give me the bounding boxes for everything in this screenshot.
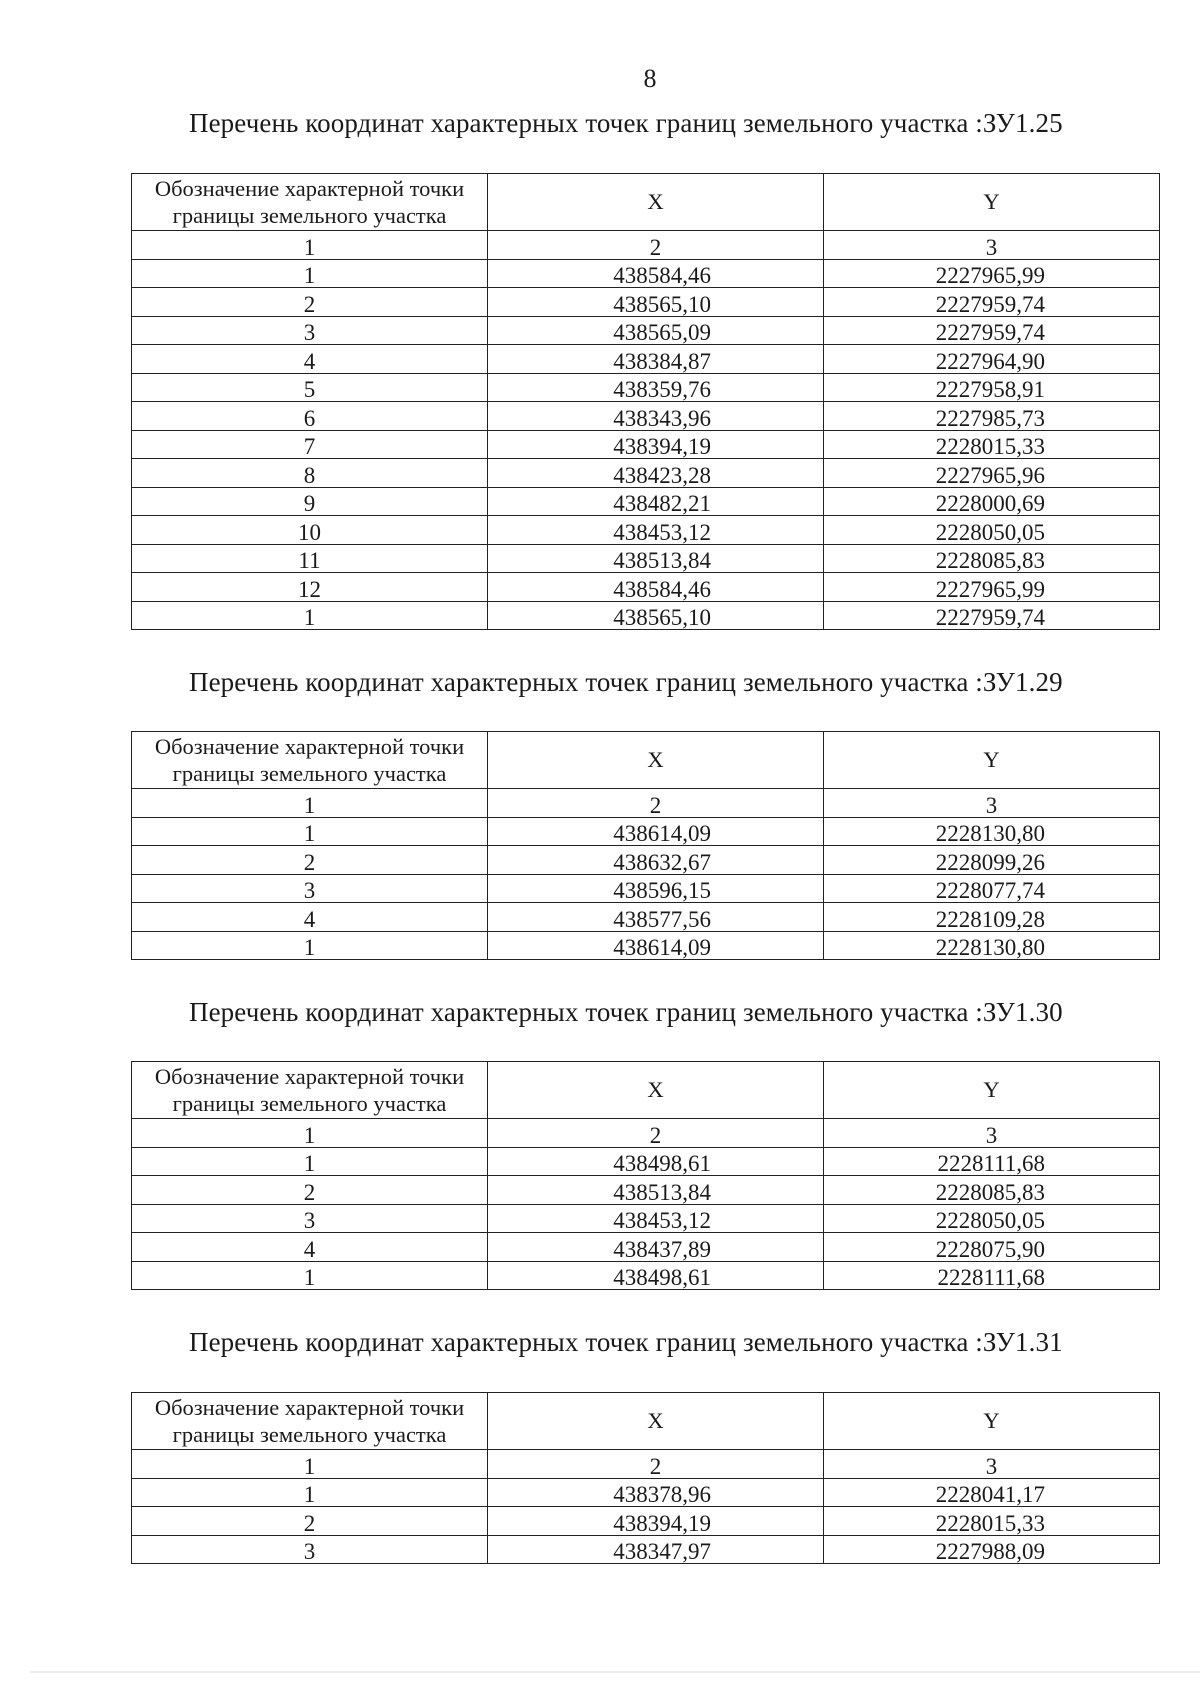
x-cell: 438343,96 [488, 402, 824, 431]
table-row [132, 487, 1160, 516]
table-row [132, 459, 1160, 488]
point-cell: 2 [132, 1176, 488, 1205]
column-number-row [132, 231, 1160, 260]
point-cell: 8 [132, 459, 488, 488]
y-cell: 2228085,83 [824, 1176, 1160, 1205]
x-cell: 438394,19 [488, 1507, 824, 1536]
table-row [132, 1535, 1160, 1564]
column-number-3: 3 [824, 1119, 1160, 1148]
column-number-1: 1 [132, 1119, 488, 1148]
y-cell: 2228075,90 [824, 1233, 1160, 1262]
x-cell: 438565,10 [488, 601, 824, 630]
header-y-label: Y [824, 1393, 1160, 1450]
coords-table-zu1-30 [131, 1061, 1159, 1290]
x-cell: 438513,84 [488, 544, 824, 573]
y-cell: 2228015,33 [824, 1507, 1160, 1536]
header-x-label: X [488, 732, 824, 789]
column-number-2: 2 [488, 1119, 824, 1148]
point-cell: 1 [132, 259, 488, 288]
column-number-2: 2 [488, 1450, 824, 1479]
coords-table [131, 173, 1160, 630]
point-cell: 5 [132, 373, 488, 402]
x-cell: 438423,28 [488, 459, 824, 488]
point-cell: 2 [132, 1507, 488, 1536]
point-cell: 4 [132, 1233, 488, 1262]
x-cell: 438577,56 [488, 903, 824, 932]
column-number-2: 2 [488, 789, 824, 818]
header-y-label: Y [824, 1062, 1160, 1119]
point-cell: 4 [132, 903, 488, 932]
x-cell: 438584,46 [488, 573, 824, 602]
column-number-1: 1 [132, 231, 488, 260]
scan-edge-line [30, 1671, 1200, 1673]
section-title-zu1-30: Перечень координат характерных точек границ земельного участка :ЗУ1.30 [189, 997, 1063, 1027]
x-cell: 438498,61 [488, 1261, 824, 1290]
table-row [132, 874, 1160, 903]
table-header-row [132, 732, 1160, 789]
y-cell: 2228000,69 [824, 487, 1160, 516]
y-cell: 2227965,99 [824, 259, 1160, 288]
header-point-label: Обозначение характерной точки границы земельного участка [132, 1393, 488, 1450]
x-cell: 438596,15 [488, 874, 824, 903]
y-cell: 2228109,28 [824, 903, 1160, 932]
x-cell: 438584,46 [488, 259, 824, 288]
point-cell: 1 [132, 931, 488, 960]
x-cell: 438498,61 [488, 1147, 824, 1176]
x-cell: 438378,96 [488, 1478, 824, 1507]
x-cell: 438359,76 [488, 373, 824, 402]
y-cell: 2228015,33 [824, 430, 1160, 459]
table-row [132, 1233, 1160, 1262]
y-cell: 2228050,05 [824, 516, 1160, 545]
y-cell: 2228085,83 [824, 544, 1160, 573]
point-cell: 3 [132, 1535, 488, 1564]
x-cell: 438565,09 [488, 316, 824, 345]
point-cell: 3 [132, 874, 488, 903]
point-cell: 2 [132, 846, 488, 875]
point-cell: 12 [132, 573, 488, 602]
header-x-label: X [488, 174, 824, 231]
point-cell: 2 [132, 288, 488, 317]
table-row [132, 259, 1160, 288]
y-cell: 2227964,90 [824, 345, 1160, 374]
section-title-zu1-29: Перечень координат характерных точек границ земельного участка :ЗУ1.29 [189, 667, 1063, 697]
y-cell: 2228077,74 [824, 874, 1160, 903]
y-cell: 2227959,74 [824, 601, 1160, 630]
table-row [132, 1204, 1160, 1233]
coords-table [131, 1061, 1160, 1290]
table-row [132, 345, 1160, 374]
y-cell: 2227959,74 [824, 288, 1160, 317]
y-cell: 2227959,74 [824, 316, 1160, 345]
table-row [132, 544, 1160, 573]
table-row [132, 601, 1160, 630]
table-row [132, 1176, 1160, 1205]
table-row [132, 516, 1160, 545]
y-cell: 2228111,68 [824, 1147, 1160, 1176]
x-cell: 438453,12 [488, 516, 824, 545]
column-number-3: 3 [824, 231, 1160, 260]
x-cell: 438513,84 [488, 1176, 824, 1205]
y-cell: 2228130,80 [824, 817, 1160, 846]
table-row [132, 373, 1160, 402]
section-title-zu1-25: Перечень координат характерных точек границ земельного участка :ЗУ1.25 [189, 108, 1063, 138]
column-number-1: 1 [132, 789, 488, 818]
point-cell: 1 [132, 601, 488, 630]
header-y-label: Y [824, 732, 1160, 789]
point-cell: 3 [132, 1204, 488, 1233]
header-point-label: Обозначение характерной точки границы земельного участка [132, 732, 488, 789]
table-row [132, 402, 1160, 431]
x-cell: 438565,10 [488, 288, 824, 317]
column-number-2: 2 [488, 231, 824, 260]
column-number-1: 1 [132, 1450, 488, 1479]
x-cell: 438384,87 [488, 345, 824, 374]
y-cell: 2227965,96 [824, 459, 1160, 488]
y-cell: 2227965,99 [824, 573, 1160, 602]
point-cell: 10 [132, 516, 488, 545]
y-cell: 2228041,17 [824, 1478, 1160, 1507]
coords-table [131, 731, 1160, 960]
x-cell: 438347,97 [488, 1535, 824, 1564]
point-cell: 4 [132, 345, 488, 374]
point-cell: 7 [132, 430, 488, 459]
header-x-label: X [488, 1062, 824, 1119]
table-row [132, 817, 1160, 846]
point-cell: 1 [132, 1478, 488, 1507]
point-cell: 1 [132, 817, 488, 846]
header-x-label: X [488, 1393, 824, 1450]
point-cell: 11 [132, 544, 488, 573]
x-cell: 438614,09 [488, 817, 824, 846]
table-row [132, 573, 1160, 602]
coords-table [131, 1392, 1160, 1564]
y-cell: 2228099,26 [824, 846, 1160, 875]
table-header-row [132, 1062, 1160, 1119]
y-cell: 2227988,09 [824, 1535, 1160, 1564]
table-header-row [132, 1393, 1160, 1450]
table-row [132, 1478, 1160, 1507]
table-row [132, 931, 1160, 960]
column-number-3: 3 [824, 789, 1160, 818]
y-cell: 2227958,91 [824, 373, 1160, 402]
x-cell: 438453,12 [488, 1204, 824, 1233]
coords-table-zu1-31 [131, 1392, 1159, 1564]
table-row [132, 430, 1160, 459]
x-cell: 438437,89 [488, 1233, 824, 1262]
header-point-label: Обозначение характерной точки границы земельного участка [132, 1062, 488, 1119]
point-cell: 1 [132, 1261, 488, 1290]
header-y-label: Y [824, 174, 1160, 231]
y-cell: 2228130,80 [824, 931, 1160, 960]
point-cell: 6 [132, 402, 488, 431]
coords-table-zu1-25 [131, 173, 1159, 630]
table-row [132, 1147, 1160, 1176]
section-title-zu1-31: Перечень координат характерных точек границ земельного участка :ЗУ1.31 [189, 1327, 1063, 1357]
header-point-label: Обозначение характерной точки границы земельного участка [132, 174, 488, 231]
table-row [132, 846, 1160, 875]
column-number-row [132, 1119, 1160, 1148]
coords-table-zu1-29 [131, 731, 1159, 960]
table-row [132, 316, 1160, 345]
y-cell: 2227985,73 [824, 402, 1160, 431]
point-cell: 3 [132, 316, 488, 345]
x-cell: 438614,09 [488, 931, 824, 960]
point-cell: 9 [132, 487, 488, 516]
x-cell: 438394,19 [488, 430, 824, 459]
y-cell: 2228111,68 [824, 1261, 1160, 1290]
table-row [132, 903, 1160, 932]
x-cell: 438632,67 [488, 846, 824, 875]
table-row [132, 1507, 1160, 1536]
page-number: 8 [643, 64, 657, 93]
table-row [132, 1261, 1160, 1290]
table-row [132, 288, 1160, 317]
table-header-row [132, 174, 1160, 231]
column-number-3: 3 [824, 1450, 1160, 1479]
column-number-row [132, 1450, 1160, 1479]
column-number-row [132, 789, 1160, 818]
y-cell: 2228050,05 [824, 1204, 1160, 1233]
x-cell: 438482,21 [488, 487, 824, 516]
point-cell: 1 [132, 1147, 488, 1176]
